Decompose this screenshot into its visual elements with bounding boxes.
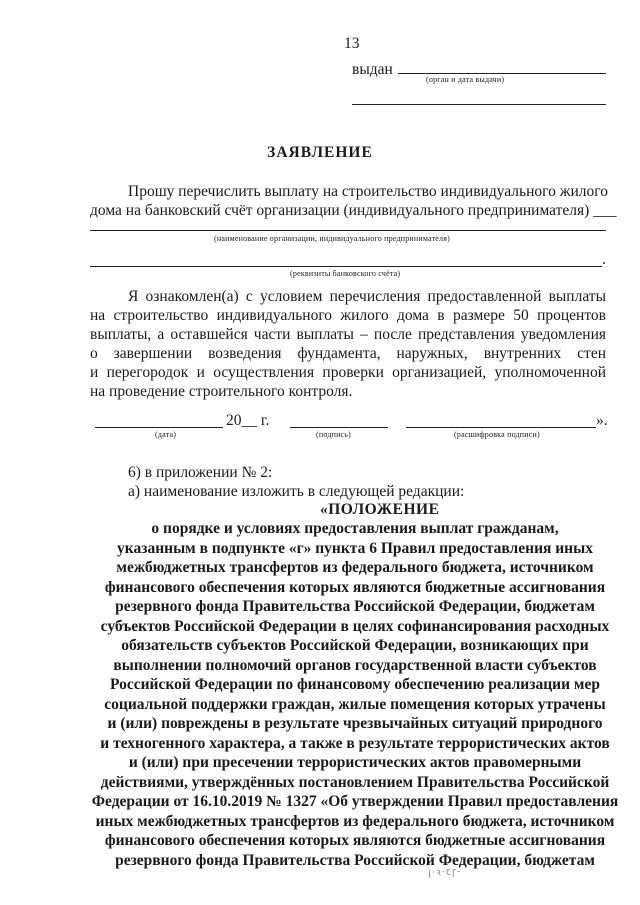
ack-line-1: Я ознакомлен(а) с условием перечисления предоставленной выплаты bbox=[128, 288, 606, 305]
ack-line-3: выплаты, а оставшейся части выплаты – после представления уведомления bbox=[90, 326, 606, 343]
position-line-1: о порядке и условиях предоставления выплат гражданам, bbox=[151, 520, 559, 537]
signature-close: ». bbox=[596, 412, 608, 429]
issued-label: выдан bbox=[352, 61, 393, 78]
signature-line[interactable] bbox=[290, 427, 388, 428]
position-heading: «ПОЛОЖЕНИЕ bbox=[320, 501, 440, 518]
position-line-2: указанным в подпункте «г» пункта 6 Правил предоставления иных bbox=[117, 539, 593, 557]
organization-line[interactable] bbox=[90, 230, 606, 231]
bank-details-line[interactable] bbox=[90, 266, 602, 267]
decode-line[interactable] bbox=[406, 427, 596, 428]
issued-line-2[interactable] bbox=[352, 104, 606, 105]
decode-caption: (расшифровка подписи) bbox=[454, 430, 540, 439]
signature-caption: (подпись) bbox=[316, 430, 352, 439]
annex-subitem: а) наименование изложить в следующей редакции: bbox=[128, 483, 465, 500]
bank-details-caption: (реквизиты банковского счёта) bbox=[290, 269, 401, 278]
ack-line-6: на проведение строительного контроля. bbox=[90, 383, 353, 400]
request-line-2: дома на банковский счёт организации (индивидуального предпринимателя) ___ bbox=[90, 202, 617, 219]
ack-line-2: на строительство индивидуального жилого дома в размере 50 процентов bbox=[90, 307, 606, 324]
annex-item: 6) в приложении № 2: bbox=[128, 464, 273, 481]
position-line-15: Федерации от 16.10.2019 № 1327 «Об утверждении Правил предоставления bbox=[91, 793, 619, 810]
ack-line-5: и перегородок и осуществления проверки организацией, уполномоченной bbox=[90, 364, 606, 381]
position-line-13: и (или) при пресечении террористических актов правомерными bbox=[128, 754, 582, 771]
ack-line-4: о завершении возведения фундамента, наружных, внутренних стен bbox=[90, 345, 606, 362]
date-line[interactable] bbox=[95, 427, 223, 428]
position-line-14: действиями, утверждённых постановлением Правительства Российской bbox=[100, 773, 610, 791]
position-line-18: резервного фонда Правительства Российской Федерации, бюджетам bbox=[115, 851, 595, 869]
date-caption: (дата) bbox=[155, 430, 177, 439]
issued-line[interactable] bbox=[398, 73, 606, 74]
document-title: ЗАЯВЛЕНИЕ bbox=[267, 144, 373, 161]
position-line-12: и техногенного характера, а также в результате террористических актов bbox=[100, 734, 610, 752]
bank-details-end: . bbox=[602, 251, 606, 268]
page-number: 13 bbox=[344, 35, 360, 52]
position-line-3: межбюджетных трансфертов из федерального бюджета, источником bbox=[116, 559, 594, 576]
handwritten-mark: ꞁ·ꝛ·ꞇꞅ- bbox=[427, 866, 462, 879]
request-line-1: Прошу перечислить выплату на строительство индивидуального жилого bbox=[128, 183, 608, 200]
organization-caption: (наименование организации, индивидуального предпринимателя) bbox=[214, 234, 450, 243]
position-line-7: обязательств субъектов Российской Федерации, возникающих при bbox=[121, 637, 589, 654]
position-line-4: финансового обеспечения которых являются бюджетные ассигнования bbox=[104, 578, 606, 596]
position-line-9: Российской Федерации по финансовому обеспечению реализации мер bbox=[110, 676, 600, 693]
position-line-16: иных межбюджетных трансфертов из федерального бюджета, источником bbox=[95, 812, 615, 830]
position-line-11: и (или) повреждены в результате чрезвычайных ситуаций природного bbox=[107, 715, 603, 732]
position-line-8: выполнении полномочий органов государственной власти субъектов bbox=[113, 656, 597, 674]
position-line-6: субъектов Российской Федерации в целях софинансирования расходных bbox=[100, 617, 610, 635]
position-line-5: резервного фонда Правительства Российской Федерации, бюджетам bbox=[115, 598, 595, 615]
position-line-10: социальной поддержки граждан, жилые помещения которых утрачены bbox=[104, 695, 606, 713]
issued-caption: (орган и дата выдачи) bbox=[426, 75, 505, 84]
position-line-17: финансового обеспечения которых являются бюджетные ассигнования bbox=[104, 832, 606, 849]
year-label: 20__ г. bbox=[226, 412, 270, 429]
position-block bbox=[70, 519, 640, 870]
